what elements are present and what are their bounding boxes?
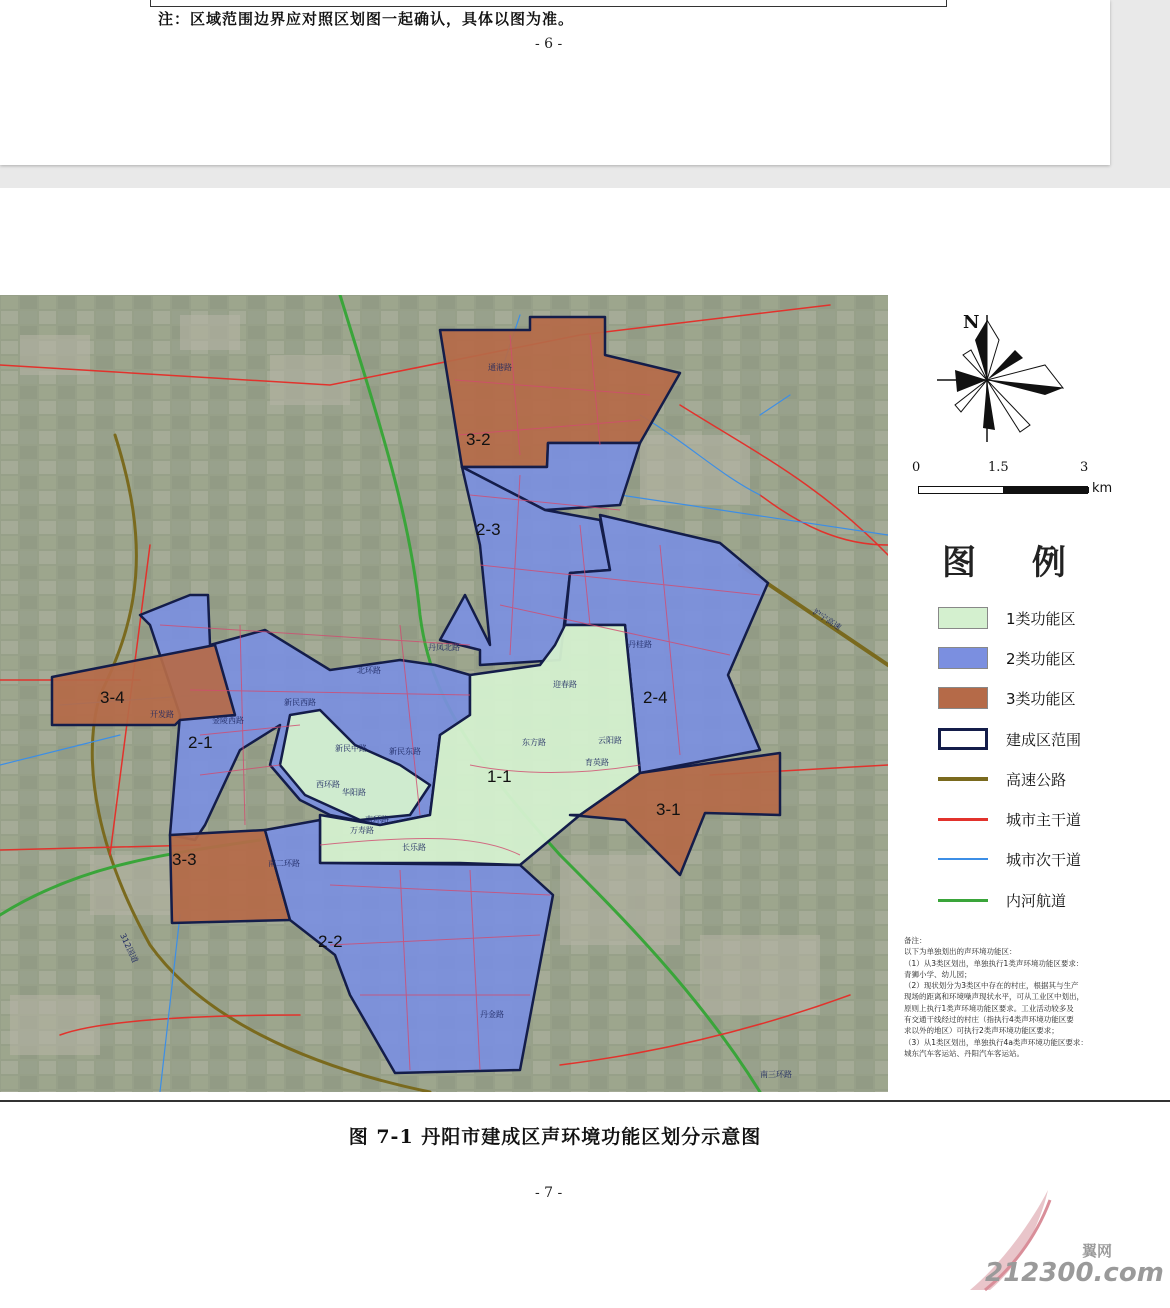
previous-page xyxy=(0,0,1110,165)
map-frame-bottom-line xyxy=(0,1100,1170,1102)
label-3-4: 3-4 xyxy=(100,688,125,707)
road-label: 312国道 xyxy=(118,932,140,965)
road-label: 金陵西路 xyxy=(212,716,244,725)
class1-swatch xyxy=(938,607,988,629)
secondary-road-swatch xyxy=(938,858,988,860)
road-label: 新民东路 xyxy=(389,747,421,756)
label-3-3: 3-3 xyxy=(172,850,197,869)
legend-item-class3: 3类功能区 xyxy=(938,685,1076,711)
map-legend-panel xyxy=(890,295,1170,1092)
scale-tick-0: 0 xyxy=(912,460,921,475)
road-label: 通港路 xyxy=(488,363,512,372)
road-label: 南环路 xyxy=(365,815,389,824)
road-label: 丹金路 xyxy=(480,1010,504,1019)
road-label: 新民中路 xyxy=(335,744,367,753)
road-label: 丹凤北路 xyxy=(428,643,460,652)
road-label: 北环路 xyxy=(357,666,381,675)
legend-item-class2: 2类功能区 xyxy=(938,645,1076,671)
scale-unit: km xyxy=(1092,481,1113,496)
page-number-7: - 7 - xyxy=(535,1185,563,1201)
expressway-swatch xyxy=(938,777,988,781)
road-label: 开发路 xyxy=(150,710,174,719)
label-2-3: 2-3 xyxy=(476,520,501,539)
map-remarks: 备注： 以下为单独划出的声环境功能区： （1）从3类区划出，单独执行1类声环境功能区要求： 青狮小学、幼儿园； （2）现状划分为3类区中存在的村庄，根据其与生产 现场的距离和环境噪声现状水平，可从工业区中划出， 原则上执行1类声环境功能区要求。工业活动较多及 有交通干线经过的村庄（指执行4类声环境功能区要 求以外的地区）可执行2类声环境功能区要求； （3）从1类区划出，单独执行4a类声环境功能区要求： 城东汽车客运站、丹阳汽车客运站。 xyxy=(904,936,1088,1058)
waterway-swatch xyxy=(938,899,988,902)
note-box xyxy=(150,0,947,7)
legend-item-main-road: 城市主干道 xyxy=(938,806,1081,832)
label-3-1: 3-1 xyxy=(656,800,681,819)
legend-item-class1: 1类功能区 xyxy=(938,605,1076,631)
road-label: 新民西路 xyxy=(284,698,316,707)
class2-swatch xyxy=(938,647,988,669)
legend-item-secondary-road: 城市次干道 xyxy=(938,846,1081,872)
figure-caption: 图 7-1 丹阳市建成区声环境功能区划分示意图 xyxy=(348,1126,762,1148)
label-2-1: 2-1 xyxy=(188,733,213,752)
legend-title: 图 例 xyxy=(942,543,1088,583)
north-arrow-icon xyxy=(935,310,1065,445)
main-road-swatch xyxy=(938,818,988,821)
road-label: 云阳路 xyxy=(598,736,622,745)
built-area-swatch xyxy=(938,728,988,750)
road-label: 华阳路 xyxy=(342,788,366,797)
scale-tick-1-5: 1.5 xyxy=(988,460,1009,475)
watermark-cn: 翼网 xyxy=(1082,1242,1113,1260)
page-number-6: - 6 - xyxy=(535,36,563,52)
road-label: 万寿路 xyxy=(350,826,374,835)
road-label: 沪宁高速 xyxy=(810,607,843,633)
north-label: N xyxy=(963,312,980,333)
road-label: 迎春路 xyxy=(553,680,577,689)
road-label: 南二环路 xyxy=(268,859,300,868)
scale-tick-3: 3 xyxy=(1080,460,1089,475)
watermark-text: 212300.com xyxy=(985,1258,1164,1288)
road-label: 育英路 xyxy=(585,758,609,767)
boundary-note: 注：区域范围边界应对照区划图一起确认，具体以图为准。 xyxy=(158,10,575,28)
noise-zoning-map xyxy=(0,295,888,1092)
legend-item-waterway: 内河航道 xyxy=(938,887,1066,913)
road-label: 长乐路 xyxy=(402,843,426,852)
road-label: 丹桂路 xyxy=(628,640,652,649)
label-3-2: 3-2 xyxy=(466,430,491,449)
road-label: 东方路 xyxy=(522,738,546,747)
legend-item-expressway: 高速公路 xyxy=(938,766,1066,792)
class3-swatch xyxy=(938,687,988,709)
label-2-2: 2-2 xyxy=(318,932,343,951)
road-label: 西环路 xyxy=(316,780,340,789)
legend-item-built-area: 建成区范围 xyxy=(938,726,1081,752)
road-label: 南三环路 xyxy=(760,1070,792,1079)
label-1-1: 1-1 xyxy=(487,767,512,786)
label-2-4: 2-4 xyxy=(643,688,668,707)
